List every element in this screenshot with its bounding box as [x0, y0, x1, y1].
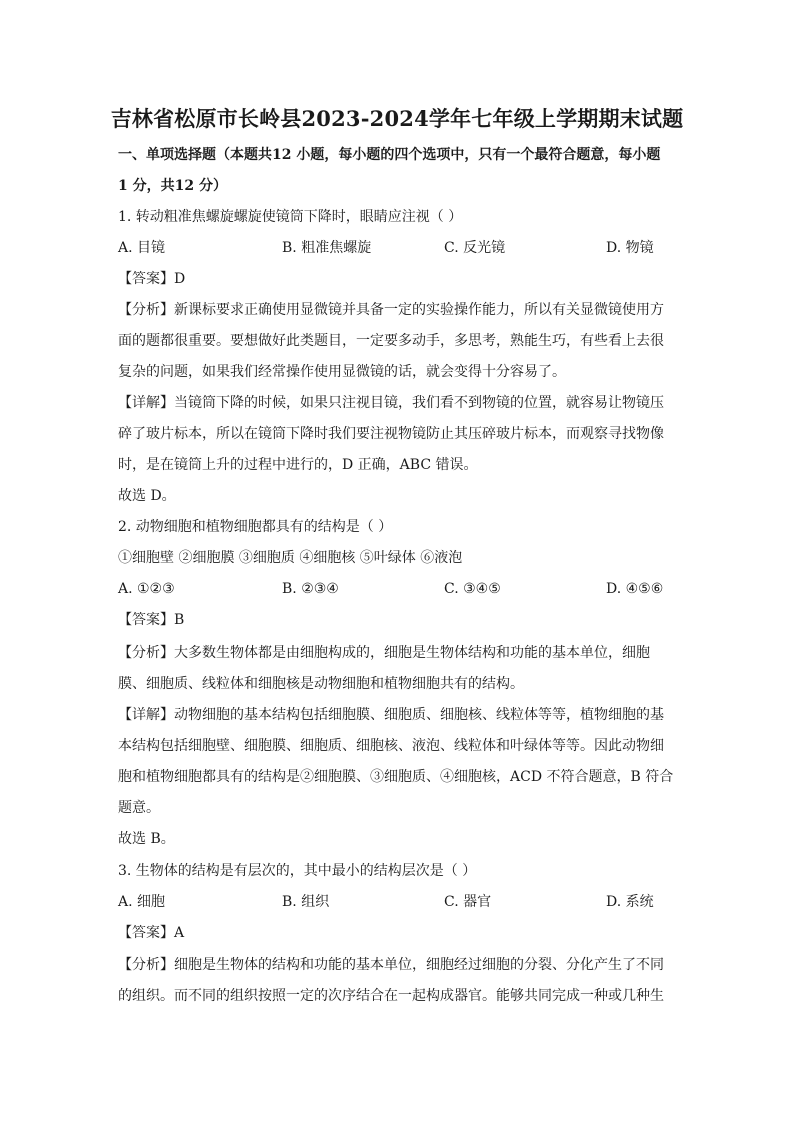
question-1-option-d: D. 物镜 [606, 240, 654, 256]
section-heading-line-1: 一、单项选择题（本题共12 小题，每小题的四个选项中，只有一个最符合题意，每小题 [118, 147, 661, 163]
question-3-option-a: A. 细胞 [118, 894, 166, 910]
question-1-option-c: C. 反光镜 [444, 240, 506, 256]
question-1-detail-line: 时，是在镜筒上升的过程中进行的，D 正确，ABC 错误。 [118, 457, 478, 473]
question-2-analysis-line: 膜、细胞质、线粒体和细胞核是动物细胞和植物细胞共有的结构。 [118, 676, 524, 692]
question-2-option-c: C. ③④⑤ [444, 581, 501, 597]
question-1-answer: 【答案】D [118, 271, 186, 287]
question-3-option-d: D. 系统 [606, 894, 654, 910]
question-2-option-d: D. ④⑤⑥ [606, 581, 664, 597]
question-1-conclusion: 故选 D。 [118, 488, 176, 504]
question-1-detail-line: 【详解】当镜筒下降的时候，如果只注视目镜，我们看不到物镜的位置，就容易让物镜压 [118, 395, 664, 411]
question-1-detail-line: 碎了玻片标本，所以在镜筒下降时我们要注视物镜防止其压碎玻片标本，而观察寻找物像 [118, 426, 664, 442]
question-3-analysis-line: 【分析】细胞是生物体的结构和功能的基本单位，细胞经过细胞的分裂、分化产生了不同 [118, 957, 664, 973]
question-2-detail-line: 题意。 [118, 800, 160, 816]
question-2-conclusion: 故选 B。 [118, 831, 175, 847]
question-2-detail-line: 本结构包括细胞壁、细胞膜、细胞质、细胞核、液泡、线粒体和叶绿体等等。因此动物细 [118, 738, 664, 754]
question-2-detail-line: 【详解】动物细胞的基本结构包括细胞膜、细胞质、细胞核、线粒体等等，植物细胞的基 [118, 707, 664, 723]
question-1-option-b: B. 粗准焦螺旋 [282, 240, 372, 256]
question-2-option-b: B. ②③④ [282, 581, 339, 597]
question-1-option-a: A. 目镜 [118, 240, 166, 256]
question-2-stem: 2. 动物细胞和植物细胞都具有的结构是（ ） [118, 519, 393, 535]
question-3-stem: 3. 生物体的结构是有层次的，其中最小的结构层次是（ ） [118, 863, 477, 879]
question-2-option-a: A. ①②③ [118, 581, 175, 597]
question-2-items: ①细胞壁 ②细胞膜 ③细胞质 ④细胞核 ⑤叶绿体 ⑥液泡 [118, 550, 463, 566]
page-title: 吉林省松原市长岭县2023-2024学年七年级上学期期末试题 [110, 106, 684, 131]
question-1-analysis-line: 【分析】新课标要求正确使用显微镜并具备一定的实验操作能力，所以有关显微镜使用方 [118, 302, 664, 318]
question-1-analysis-line: 复杂的问题，如果我们经常操作使用显微镜的话，就会变得十分容易了。 [118, 364, 566, 380]
question-2-detail-line: 胞和植物细胞都具有的结构是②细胞膜、③细胞质、④细胞核，ACD 不符合题意，B 符合 [118, 769, 674, 785]
question-1-analysis-line: 面的题都很重要。要想做好此类题目，一定要多动手，多思考，熟能生巧，有些看上去很 [118, 333, 664, 349]
question-2-answer: 【答案】B [118, 612, 185, 628]
question-1-stem: 1. 转动粗准焦螺旋螺旋使镜筒下降时，眼睛应注视（ ） [118, 209, 463, 225]
question-3-analysis-line: 的组织。而不同的组织按照一定的次序结合在一起构成器官。能够共同完成一种或几种生 [118, 988, 664, 1004]
section-heading-line-2: 1 分，共12 分） [118, 178, 227, 194]
question-3-option-b: B. 组织 [282, 894, 330, 910]
question-3-answer: 【答案】A [118, 925, 185, 941]
question-3-option-c: C. 器官 [444, 894, 492, 910]
question-2-analysis-line: 【分析】大多数生物体都是由细胞构成的，细胞是生物体结构和功能的基本单位，细胞 [118, 645, 650, 661]
